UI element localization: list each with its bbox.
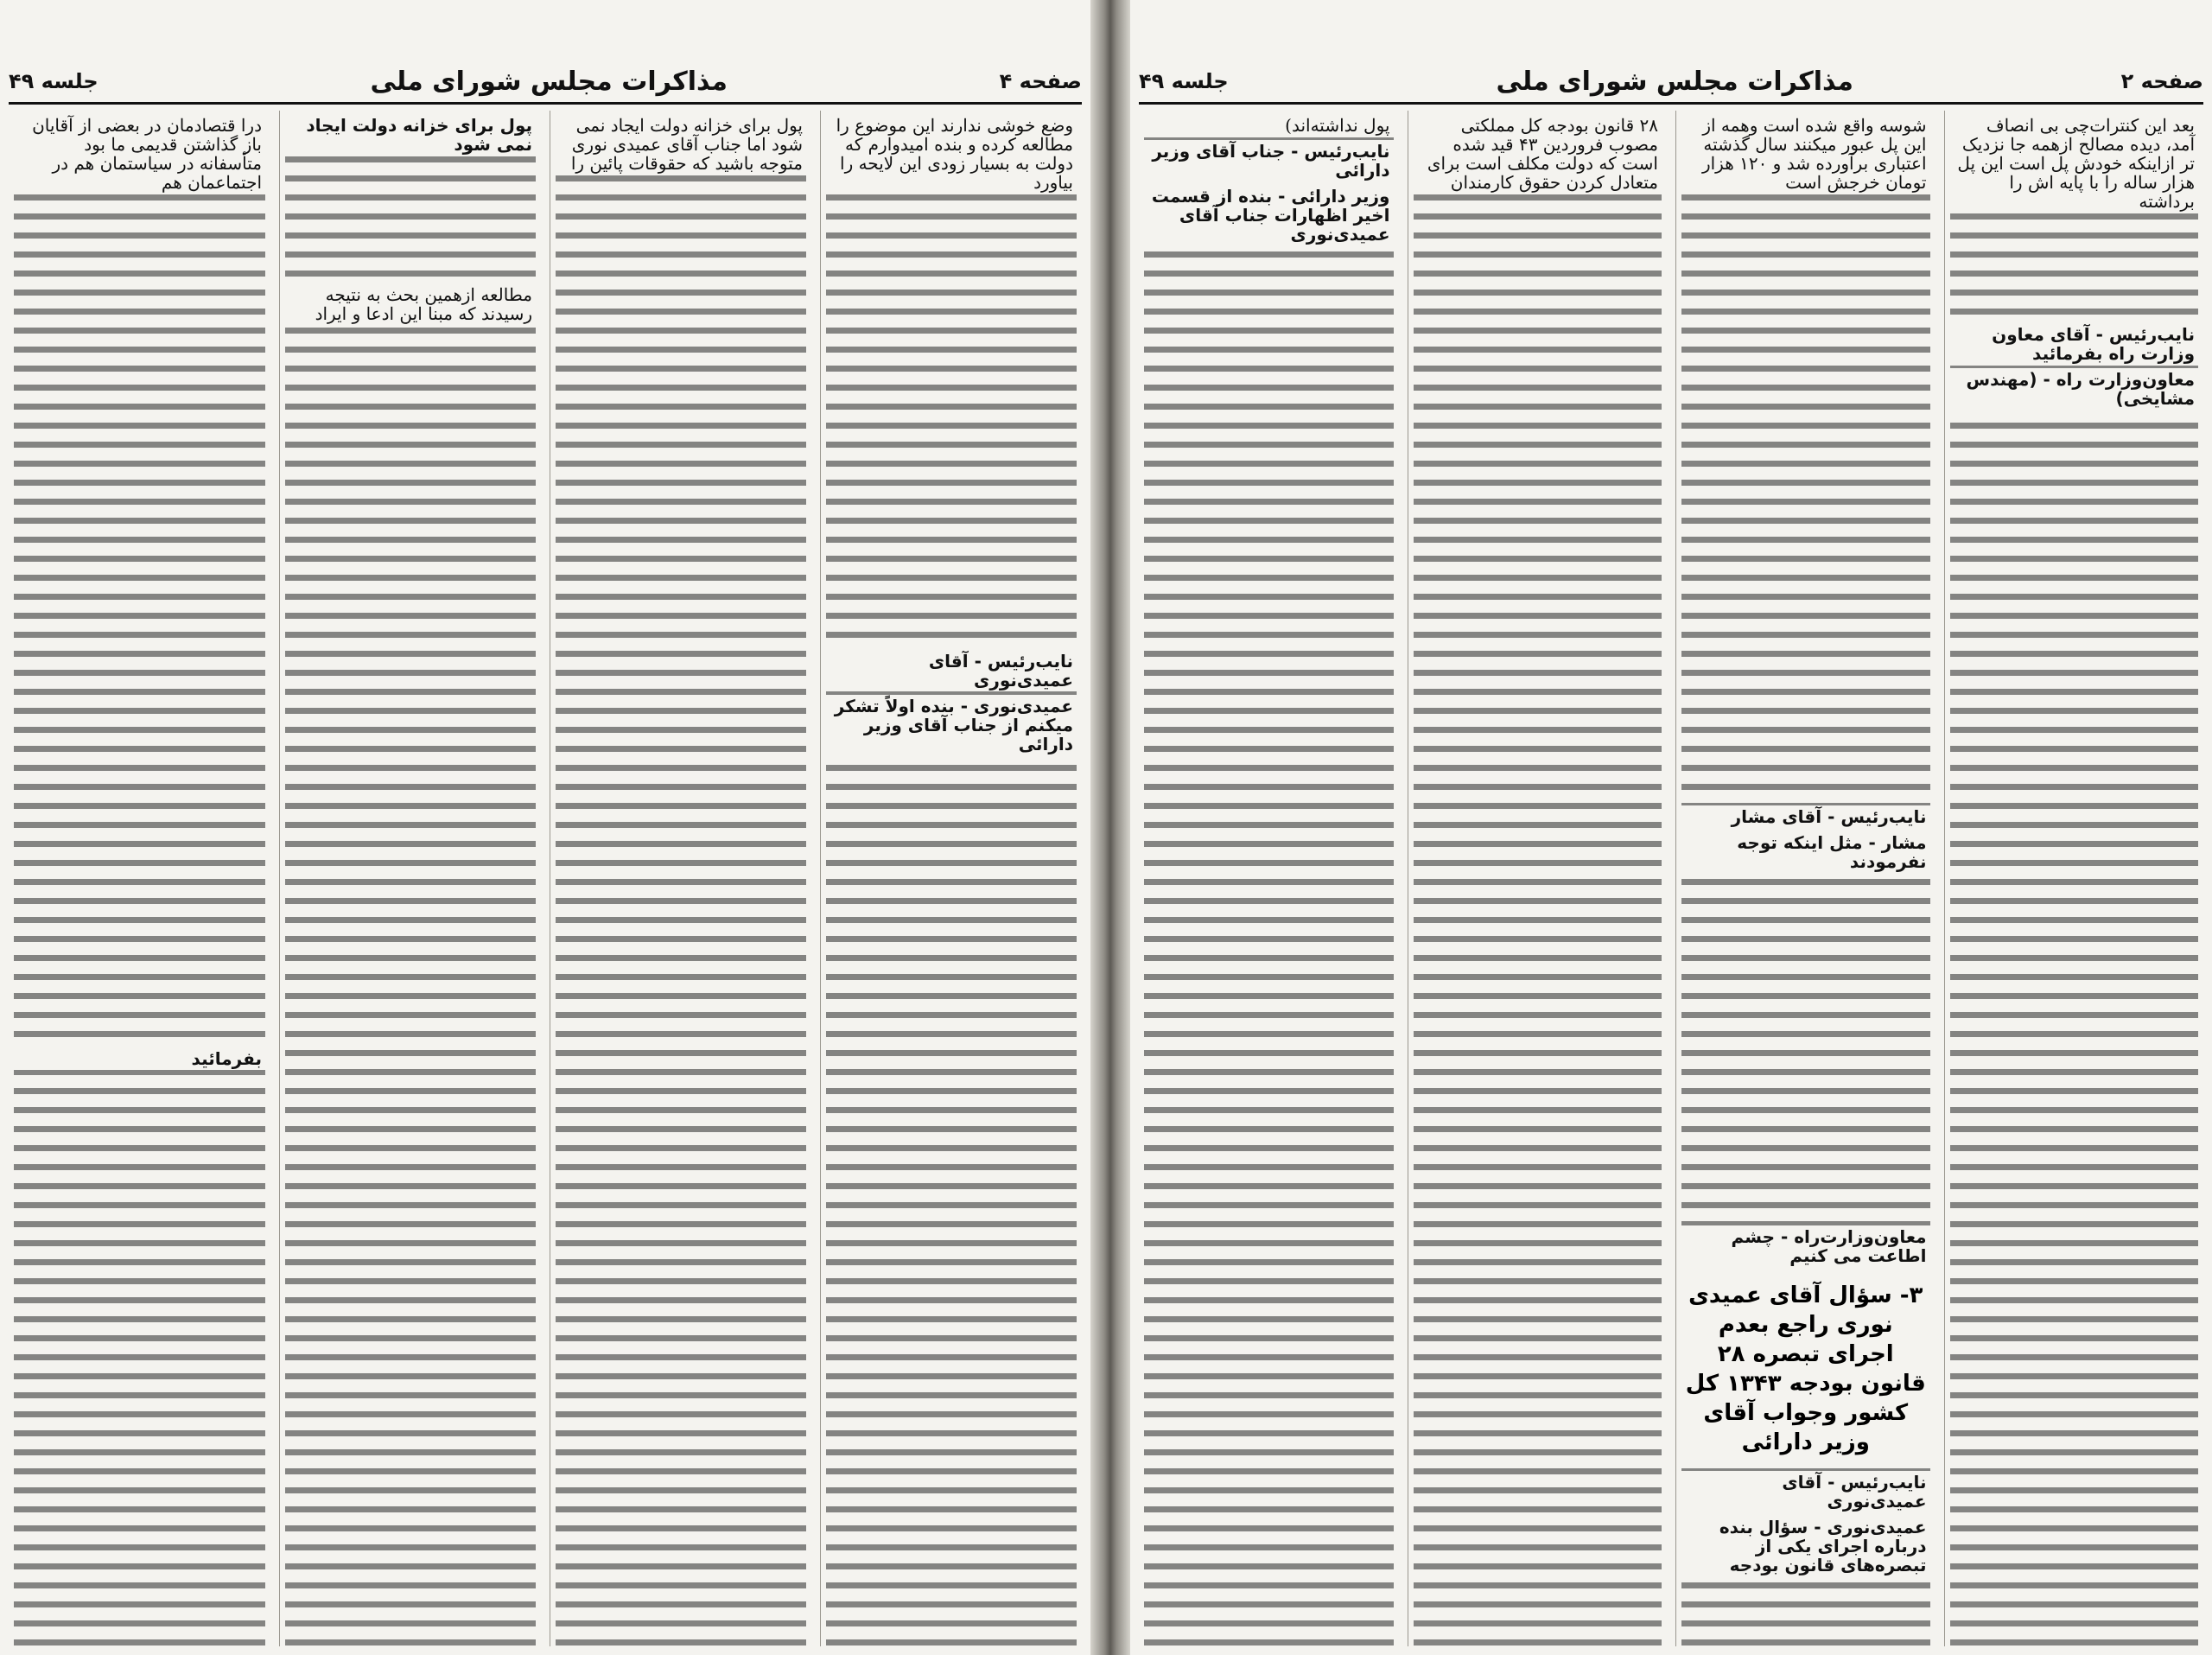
speaker-line: مشار - مثل اینکه توجه نفرمودند xyxy=(1681,831,1930,873)
speaker-line: نایب‌رئیس - آقای معاون وزارت راه بفرمائید xyxy=(1950,323,2199,365)
left-page-header xyxy=(9,60,1082,105)
session-number: جلسه ۴۹ xyxy=(9,69,99,93)
text-column-2 xyxy=(550,111,811,1646)
speaker-line: نایب‌رئیس - آقای عمیدی‌نوری xyxy=(1681,1471,1930,1512)
text-column-4 xyxy=(9,111,270,1646)
speaker-line: عمیدی‌نوری - سؤال بنده درباره اجرای یکی از تبصره‌های قانون بودجه xyxy=(1681,1516,1930,1576)
right-page xyxy=(1130,0,2212,1655)
speaker-line: عمیدی‌نوری - بنده اولاً تشکر میکنم از جناب آقای وزیر دارائی xyxy=(826,695,1077,755)
column-text: درا قتصادمان در بعضی از آقایان باز گذاشتن قدیمی ما بود متأسفانه در سیاستمان هم در اجتماعمان هم xyxy=(14,114,265,194)
left-page xyxy=(0,0,1090,1655)
column-text: ۲۸ قانون بودجه کل مملکتی مصوب فروردین ۴۳ قید شده است که دولت مکلف است برای متعادل کردن حقوق کارمندان xyxy=(1414,114,1662,194)
binding-gutter xyxy=(1090,0,1130,1655)
text-column-3 xyxy=(1408,111,1668,1646)
section-subheading: ۳- سؤال آقای عمیدی نوری راجع بعدم اجرای تبصره ۲۸ قانون بودجه ۱۳۴۳ کل کشور وجواب آقای وزیر دارائی xyxy=(1681,1274,1930,1464)
column-text: پول برای خزانه دولت ایجاد نمی شود اما جناب آقای عمیدی نوری متوجه باشید که حقوقات پائین را xyxy=(556,114,806,175)
text-column-2 xyxy=(1675,111,1936,1646)
column-text: وضع خوشی ندارند این موضوع را مطالعه کرده و بنده امیدوارم که دولت به بسیار زودی این لایحه را بیاورد xyxy=(826,114,1077,194)
speaker-line: معاون‌وزارت‌راه - چشم اطاعت می کنیم xyxy=(1681,1225,1930,1267)
column-text: پول نداشته‌اند) xyxy=(1144,114,1394,137)
column-text: شوسه واقع شده است وهمه از این پل عبور میکنند سال گذشته اعتباری برآورده شد و ۱۲۰ هزار تومان خرجش است xyxy=(1681,114,1930,194)
speaker-line: نایب‌رئیس - جناب آقای وزیر دارائی xyxy=(1144,140,1394,181)
page-number: صفحه ۴ xyxy=(999,69,1082,93)
page-title: مذاکرات مجلس شورای ملی xyxy=(1496,66,1853,97)
speaker-line: بفرمائید xyxy=(14,1047,265,1070)
speaker-line: پول برای خزانه دولت ایجاد نمی شود xyxy=(285,114,536,156)
text-column-4 xyxy=(1139,111,1399,1646)
speaker-line: معاون‌وزارت راه - (مهندس مشایخی) xyxy=(1950,368,2199,410)
text-column-1 xyxy=(1944,111,2204,1646)
page-title: مذاکرات مجلس شورای ملی xyxy=(370,66,728,97)
column-text: مطالعه ازهمین بحث به نتیجه رسیدند که مبنا این ادعا و ایراد xyxy=(285,283,536,325)
right-page-columns xyxy=(1139,111,2203,1646)
session-number: جلسه ۴۹ xyxy=(1139,69,1229,93)
speaker-line: نایب‌رئیس - آقای مشار xyxy=(1681,805,1930,828)
right-page-header xyxy=(1139,60,2203,105)
speaker-line: نایب‌رئیس - آقای عمیدی‌نوری xyxy=(826,650,1077,691)
page-number: صفحه ۲ xyxy=(2120,69,2203,93)
text-column-3 xyxy=(279,111,541,1646)
speaker-line: وزیر دارائی - بنده از قسمت اخیر اظهارات جناب آقای عمیدی‌نوری xyxy=(1144,185,1394,245)
text-column-1 xyxy=(820,111,1082,1646)
column-text: بعد این کنترات‌چی بی انصاف آمد، دیده مصالح ازهمه جا نزدیک تر ازاینکه خودش پل است این پل هزار ساله را با پایه اش را برداشته xyxy=(1950,114,2199,213)
left-page-columns xyxy=(9,111,1082,1646)
